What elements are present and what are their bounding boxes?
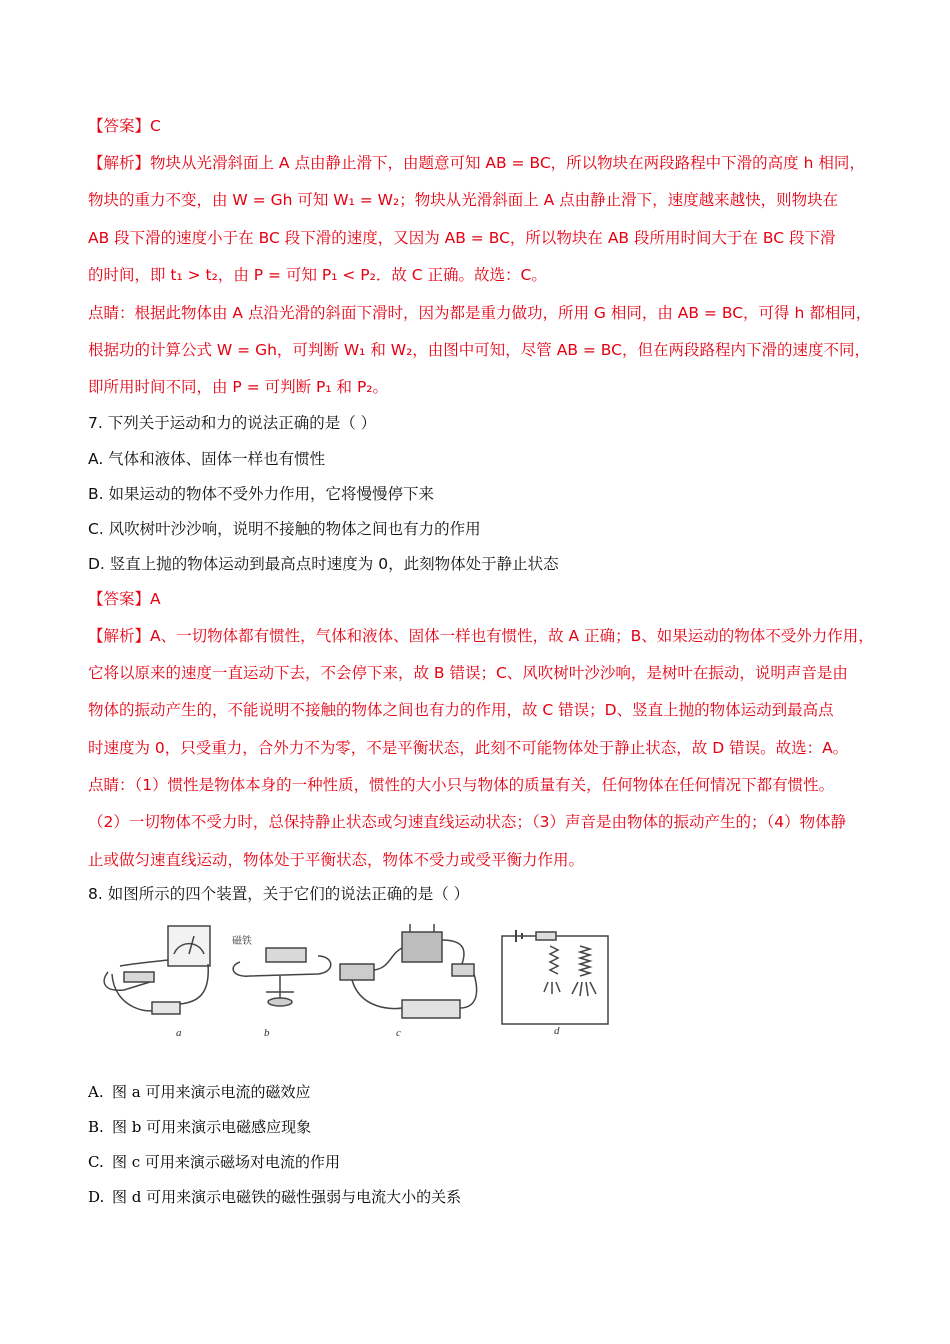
q8-option-d-key: D. [88,1188,105,1206]
figure-label-a: a [176,1027,182,1039]
q8-option-b-text: 图 b 可用来演示电磁感应现象 [112,1118,312,1136]
q6-analysis-line-1: 【解析】物块从光滑斜面上 A 点由静止滑下，由题意可知 AB = BC，所以物块在两段路程中下滑的高度 h 相同， [88,154,865,172]
q7-option-d: D. 竖直上抛的物体运动到最高点时速度为 0，此刻物体处于静止状态 [88,555,559,573]
q7-option-c: C. 风吹树叶沙沙响，说明不接触的物体之间也有力的作用 [88,520,481,538]
q7-analysis-line-2: 它将以原来的速度一直运动下去，不会停下来，故 B 错误；C、风吹树叶沙沙响，是树叶在振动，说明声音是由 [88,664,848,682]
figure-label-b: b [264,1027,270,1039]
q7-analysis-line-4: 时速度为 0，只受重力，合外力不为零，不是平衡状态，此刻不可能物体处于静止状态，故 D 错误。故选：A。 [88,739,849,757]
q7-comment-line-2: （2）一切物体不受力时，总保持静止状态或匀速直线运动状态；（3）声音是由物体的振动产生的；（4）物体静 [88,813,847,831]
figure-b-magnet-label: 磁铁 [232,936,252,947]
q6-analysis-line-2: 物块的重力不变，由 W = Gh 可知 W₁ = W₂；物块从光滑斜面上 A 点由静止滑下，速度越来越快，则物块在 [88,191,839,209]
q8-option-c-text: 图 c 可用来演示磁场对电流的作用 [112,1153,340,1171]
q6-comment-line-1: 点睛：根据此物体由 A 点沿光滑的斜面下滑时，因为都是重力做功，所用 G 相同，由 AB = BC，可得 h 都相同， [88,304,872,322]
q8-option-d-text: 图 d 可用来演示电磁铁的磁性强弱与电流大小的关系 [112,1188,462,1206]
q8-option-a [88,1081,310,1102]
q7-option-a: A. 气体和液体、固体一样也有惯性 [88,450,326,468]
q6-answer-label: 【答案】C [88,117,161,135]
q8-stem: 8. 如图所示的四个装置，关于它们的说法正确的是（ ） [88,885,470,903]
figure-label-c: c [396,1027,401,1039]
q8-option-c-key: C. [88,1153,104,1171]
q7-analysis-line-3: 物体的振动产生的，不能说明不接触的物体之间也有力的作用，故 C 错误；D、竖直上抛的物体运动到最高点 [88,701,834,719]
q7-option-b: B. 如果运动的物体不受外力作用，它将慢慢停下来 [88,485,434,503]
figure-d-electromagnet [502,930,608,1024]
q8-option-b [88,1116,311,1137]
q8-option-c [88,1151,340,1172]
figure-c-battery-coil [340,924,477,1018]
q8-option-d [88,1186,461,1207]
q8-option-b-key: B. [88,1118,104,1136]
q8-apparatus-figure [90,912,620,1047]
figure-b-magnet-compass [233,948,331,1006]
q7-answer-label: 【答案】A [88,590,161,608]
q6-analysis-line-3: AB 段下滑的速度小于在 BC 段下滑的速度，又因为 AB = BC，所以物块在 AB 段所用时间大于在 BC 段下滑 [88,229,836,247]
q6-comment-line-2: 根据功的计算公式 W = Gh，可判断 W₁ 和 W₂，由图中可知，尽管 AB = BC，但在两段路程内下滑的速度不同， [88,341,870,359]
q6-comment-line-3: 即所用时间不同，由 P = 可判断 P₁ 和 P₂。 [88,378,389,396]
figure-a-galvanometer [104,926,210,1014]
q7-comment-line-3: 止或做匀速直线运动，物体处于平衡状态，物体不受力或受平衡力作用。 [88,851,585,869]
q8-option-a-key: A. [88,1083,104,1101]
q6-analysis-line-4: 的时间，即 t₁ > t₂，由 P = 可知 P₁ < P₂．故 C 正确。故选：C。 [88,266,547,284]
q8-option-a-text: 图 a 可用来演示电流的磁效应 [112,1083,311,1101]
figure-label-d: d [554,1025,560,1037]
q7-analysis-line-1: 【解析】A、一切物体都有惯性，气体和液体、固体一样也有惯性，故 A 正确；B、如果运动的物体不受外力作用， [88,627,874,645]
q7-comment-line-1: 点睛：（1）惯性是物体本身的一种性质，惯性的大小只与物体的质量有关，任何物体在任何情况下都有惯性。 [88,776,835,794]
q7-stem: 7. 下列关于运动和力的说法正确的是（ ） [88,414,377,432]
